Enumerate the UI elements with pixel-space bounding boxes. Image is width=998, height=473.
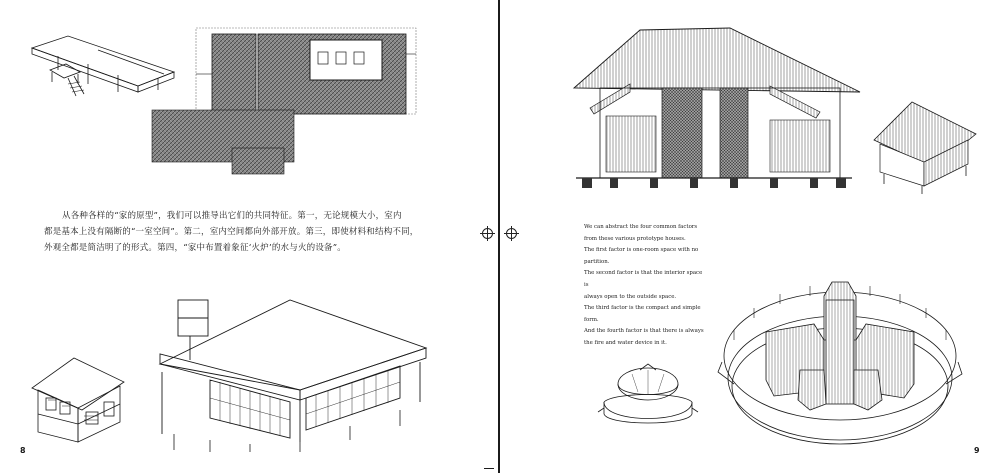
english-line-1: We can abstract the four common factors <box>584 224 698 230</box>
english-line-6: always open to the outside space. <box>584 293 677 300</box>
english-line-10: the fire and water device in it. <box>584 339 667 346</box>
spine-tick <box>484 468 494 469</box>
page-number-left: 8 <box>20 446 26 455</box>
chinese-line-1: 从各种各样的“家的原型”，我们可以推导出它们的共同特征。第一，无论规模大小，室内 <box>62 211 402 221</box>
round-hut-sketch <box>594 362 700 434</box>
small-thatched-hut-axonometric <box>868 98 980 194</box>
english-line-8: form. <box>584 316 599 323</box>
chinese-line-3: 外观全都是简洁明了的形式。第四，“家中布置着象征‘火炉’的水与火的设备”。 <box>44 243 346 253</box>
english-line-2: from these various prototype houses. <box>584 235 686 242</box>
english-line-3: The first factor is one-room space with no <box>584 247 699 254</box>
english-line-7: The third factor is the compact and simple <box>584 305 701 312</box>
registration-mark-icon <box>506 228 517 239</box>
registration-mark-icon <box>482 228 493 239</box>
hatched-floor-plan <box>150 24 420 178</box>
thatched-roof-hut-elevation <box>570 26 866 194</box>
two-story-house-sketch <box>28 352 128 444</box>
right-page <box>500 0 998 473</box>
english-line-5: The second factor is that the interior space is <box>584 270 703 288</box>
english-paragraph <box>584 222 706 350</box>
english-line-4: partition. <box>584 258 610 265</box>
left-page <box>0 0 498 473</box>
english-line-9: And the fourth factor is that there is always <box>584 328 704 335</box>
modern-box-house-perspective <box>150 294 430 454</box>
page-number-right: 9 <box>974 446 980 455</box>
chinese-paragraph <box>44 208 426 256</box>
circular-compound-axonometric <box>714 260 964 450</box>
chinese-line-2: 都是基本上没有隔断的“一室空间”。第二，室内空间都向外部开放。第三，即使材料和结构不同， <box>44 227 419 237</box>
